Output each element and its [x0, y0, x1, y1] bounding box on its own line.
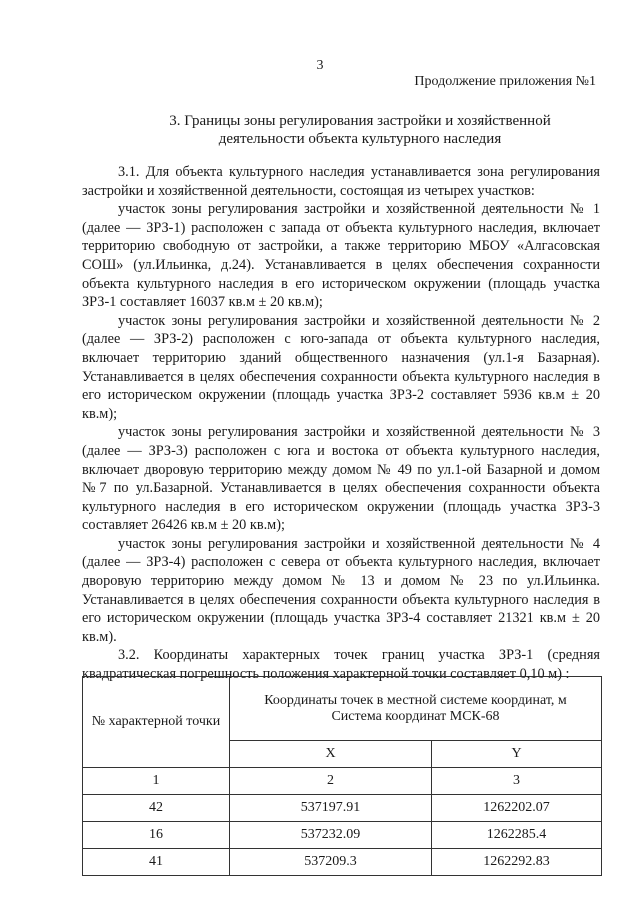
table-cell: 3 [432, 768, 602, 795]
header-point-number: № характерной точки [83, 677, 230, 768]
header-x: X [230, 741, 432, 768]
table-row [83, 822, 602, 849]
paragraph-zrz-3: участок зоны регулирования застройки и хозяйственной деятельности № 3 (далее — ЗРЗ-3) расположен с юга и востока от объекта культурного наследия, включает дворовую территорию между домом № 49 по ул.1-ой Базарной и домом №7 по ул.Базарной. Устанавливается в целях обеспечения сохранности объекта культурного наследия в его историческом окружении (площадь участка ЗРЗ-3 составляет 26426 кв.м ± 20 кв.м); [82, 424, 600, 534]
table-cell: 1262292.83 [432, 849, 602, 876]
section-heading [100, 112, 620, 148]
table-cell: 1 [83, 768, 230, 795]
section-heading-line1: 3. Границы зоны регулирования застройки и хозяйственной [169, 113, 551, 129]
header-coordinates [230, 677, 602, 741]
table-cell: 537232.09 [230, 822, 432, 849]
header-y: Y [432, 741, 602, 768]
table-cell: 42 [83, 795, 230, 822]
appendix-note: Продолжение приложения №1 [414, 74, 596, 89]
paragraph-zrz-4: участок зоны регулирования застройки и хозяйственной деятельности № 4 (далее — ЗРЗ-4) расположен с севера от объекта культурного наследия, включает дворовую территорию между домом № 13 и домом № 23 по ул.Ильинка. Устанавливается в целях обеспечения сохранности объекта культурного наследия в его историческом окружении (площадь участка ЗРЗ-4 составляет 21321 кв.м ± 20 кв.м). [82, 535, 600, 645]
coordinates-table [82, 676, 602, 876]
table-cell: 41 [83, 849, 230, 876]
paragraph-zrz-2: участок зоны регулирования застройки и хозяйственной деятельности № 2 (далее — ЗРЗ-2) расположен с юго-запада от объекта культурного наследия, включает территорию зданий общественного назначения (ул.1-я Базарная). Устанавливается в целях обеспечения сохранности объекта культурного наследия в его историческом окружении (площадь участка ЗРЗ-2 составляет 5936 кв.м ± 20 кв.м); [82, 312, 600, 422]
table-cell: 2 [230, 768, 432, 795]
header-coordinates-line1: Координаты точек в местной системе координат, м [264, 692, 567, 708]
table-cell: 537197.91 [230, 795, 432, 822]
document-body [82, 163, 600, 684]
table-cell: 537209.3 [230, 849, 432, 876]
table-cell: 16 [83, 822, 230, 849]
table-cell: 1262285.4 [432, 822, 602, 849]
paragraph-zrz-1: участок зоны регулирования застройки и хозяйственной деятельности № 1 (далее — ЗРЗ-1) расположен с запада от объекта культурного наследия, включает территорию свободную от застройки, а также территорию МБОУ «Алгасовская СОШ» (ул.Ильинка, д.24). Устанавливается в целях обеспечения сохранности объекта культурного наследия в его историческом окружении (площадь участка ЗРЗ-1 составляет 16037 кв.м ± 20 кв.м); [82, 201, 600, 311]
paragraph-3-2: 3.2. Координаты характерных точек границ участка ЗРЗ-1 (средняя квадратическая погрешность положения характерной точки составляет 0,10 м) : [82, 647, 600, 683]
table-cell: 1262202.07 [432, 795, 602, 822]
section-heading-line2: деятельности объекта культурного наследия [218, 131, 502, 147]
page-number: 3 [316, 58, 324, 73]
table-row [83, 849, 602, 876]
header-coordinates-line2: Система координат МСК-68 [331, 708, 500, 724]
table-row [83, 795, 602, 822]
table-index-row [83, 768, 602, 795]
table-header-row [83, 677, 602, 741]
paragraph-3-1: 3.1. Для объекта культурного наследия устанавливается зона регулирования застройки и хозяйственной деятельности, состоящая из четырех участков: [82, 164, 600, 199]
